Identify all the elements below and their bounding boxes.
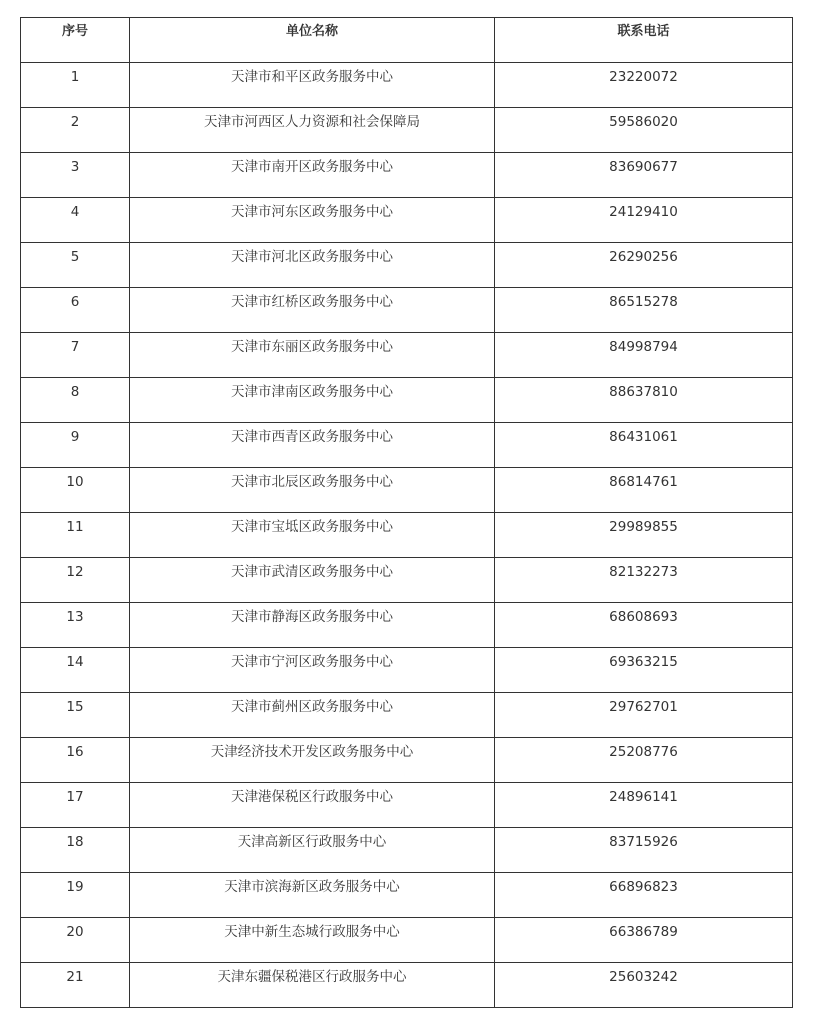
cell-serial-number: 8 [21, 378, 130, 423]
table-row [21, 918, 793, 963]
cell-serial-number: 13 [21, 603, 130, 648]
cell-contact-phone: 24129410 [495, 198, 793, 243]
table-row [21, 873, 793, 918]
cell-unit-name: 天津市津南区政务服务中心 [130, 378, 495, 423]
cell-unit-name: 天津高新区行政服务中心 [130, 828, 495, 873]
table-row [21, 378, 793, 423]
cell-unit-name: 天津市北辰区政务服务中心 [130, 468, 495, 513]
table-body [21, 63, 793, 1008]
contact-table [20, 17, 793, 1008]
cell-unit-name: 天津市武清区政务服务中心 [130, 558, 495, 603]
table-row [21, 603, 793, 648]
cell-serial-number: 7 [21, 333, 130, 378]
cell-serial-number: 2 [21, 108, 130, 153]
table-row [21, 783, 793, 828]
cell-unit-name: 天津东疆保税港区行政服务中心 [130, 963, 495, 1008]
table-row [21, 513, 793, 558]
cell-contact-phone: 84998794 [495, 333, 793, 378]
cell-serial-number: 18 [21, 828, 130, 873]
cell-serial-number: 21 [21, 963, 130, 1008]
cell-contact-phone: 88637810 [495, 378, 793, 423]
cell-contact-phone: 59586020 [495, 108, 793, 153]
cell-serial-number: 19 [21, 873, 130, 918]
table-row [21, 963, 793, 1008]
cell-unit-name: 天津市南开区政务服务中心 [130, 153, 495, 198]
cell-unit-name: 天津市东丽区政务服务中心 [130, 333, 495, 378]
table-row [21, 153, 793, 198]
cell-unit-name: 天津市西青区政务服务中心 [130, 423, 495, 468]
cell-unit-name: 天津市河北区政务服务中心 [130, 243, 495, 288]
cell-contact-phone: 26290256 [495, 243, 793, 288]
header-unit-name: 单位名称 [130, 18, 495, 63]
cell-unit-name: 天津市宁河区政务服务中心 [130, 648, 495, 693]
contact-table-container [20, 17, 792, 1008]
cell-serial-number: 1 [21, 63, 130, 108]
table-row [21, 333, 793, 378]
cell-contact-phone: 83715926 [495, 828, 793, 873]
table-row [21, 693, 793, 738]
cell-serial-number: 12 [21, 558, 130, 603]
cell-unit-name: 天津经济技术开发区政务服务中心 [130, 738, 495, 783]
cell-serial-number: 4 [21, 198, 130, 243]
cell-contact-phone: 24896141 [495, 783, 793, 828]
cell-unit-name: 天津市滨海新区政务服务中心 [130, 873, 495, 918]
cell-contact-phone: 25208776 [495, 738, 793, 783]
header-serial-number: 序号 [21, 18, 130, 63]
cell-contact-phone: 86431061 [495, 423, 793, 468]
cell-contact-phone: 83690677 [495, 153, 793, 198]
cell-serial-number: 9 [21, 423, 130, 468]
cell-contact-phone: 86814761 [495, 468, 793, 513]
cell-unit-name: 天津港保税区行政服务中心 [130, 783, 495, 828]
cell-unit-name: 天津市宝坻区政务服务中心 [130, 513, 495, 558]
cell-contact-phone: 69363215 [495, 648, 793, 693]
table-row [21, 108, 793, 153]
cell-serial-number: 14 [21, 648, 130, 693]
header-contact-phone: 联系电话 [495, 18, 793, 63]
cell-serial-number: 16 [21, 738, 130, 783]
cell-serial-number: 6 [21, 288, 130, 333]
cell-unit-name: 天津市河西区人力资源和社会保障局 [130, 108, 495, 153]
cell-contact-phone: 68608693 [495, 603, 793, 648]
cell-serial-number: 10 [21, 468, 130, 513]
table-row [21, 423, 793, 468]
cell-contact-phone: 66896823 [495, 873, 793, 918]
table-row [21, 738, 793, 783]
table-row [21, 198, 793, 243]
table-row [21, 243, 793, 288]
cell-serial-number: 11 [21, 513, 130, 558]
cell-contact-phone: 23220072 [495, 63, 793, 108]
table-row [21, 648, 793, 693]
cell-serial-number: 20 [21, 918, 130, 963]
cell-unit-name: 天津中新生态城行政服务中心 [130, 918, 495, 963]
table-row [21, 468, 793, 513]
cell-contact-phone: 66386789 [495, 918, 793, 963]
table-row [21, 63, 793, 108]
cell-contact-phone: 29989855 [495, 513, 793, 558]
cell-contact-phone: 29762701 [495, 693, 793, 738]
cell-contact-phone: 82132273 [495, 558, 793, 603]
table-row [21, 288, 793, 333]
cell-unit-name: 天津市红桥区政务服务中心 [130, 288, 495, 333]
cell-contact-phone: 25603242 [495, 963, 793, 1008]
cell-unit-name: 天津市河东区政务服务中心 [130, 198, 495, 243]
cell-unit-name: 天津市蓟州区政务服务中心 [130, 693, 495, 738]
cell-unit-name: 天津市和平区政务服务中心 [130, 63, 495, 108]
cell-unit-name: 天津市静海区政务服务中心 [130, 603, 495, 648]
cell-serial-number: 3 [21, 153, 130, 198]
cell-serial-number: 17 [21, 783, 130, 828]
cell-contact-phone: 86515278 [495, 288, 793, 333]
table-row [21, 828, 793, 873]
table-row [21, 558, 793, 603]
table-header-row [21, 18, 793, 63]
cell-serial-number: 15 [21, 693, 130, 738]
cell-serial-number: 5 [21, 243, 130, 288]
